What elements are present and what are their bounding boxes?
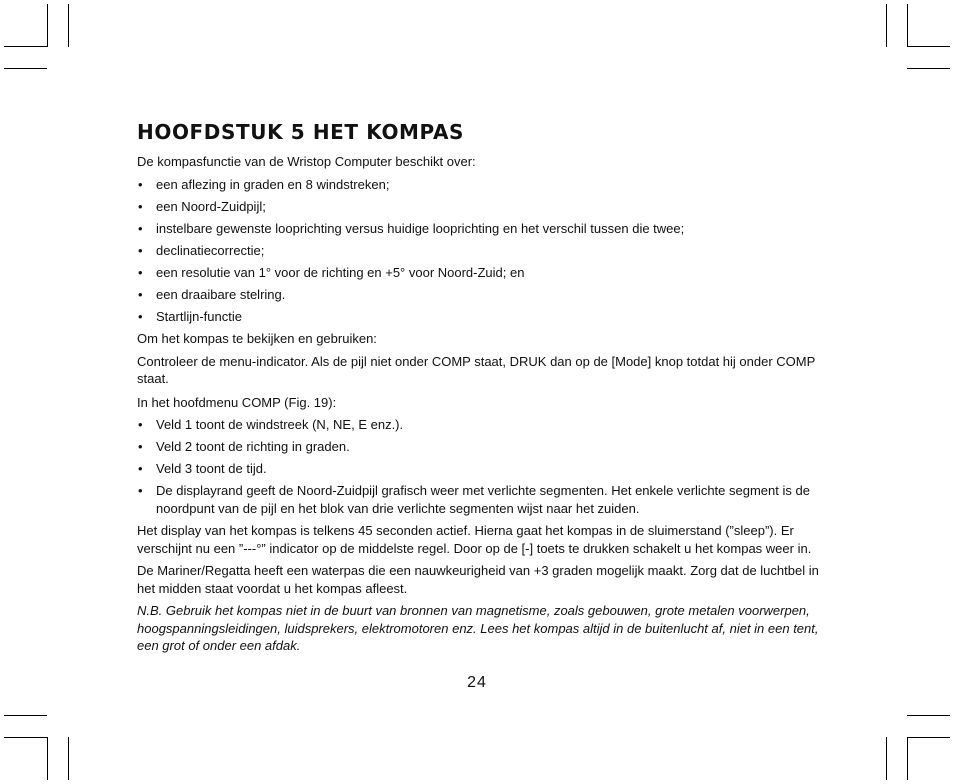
list-item: • een aflezing in graden en 8 windstreken; [137, 176, 834, 194]
crop-mark-br-inner-h [907, 737, 950, 738]
field-list [137, 416, 834, 517]
mariner-paragraph: De Mariner/Regatta heeft een waterpas die een nauwkeurigheid van +3 graden mogelijk maakt. Zorg dat de luchtbel in het midden staat voordat u het kompas afleest. [137, 563, 819, 596]
crop-mark-tl-inner-v [47, 4, 48, 47]
list-item: • declinatiecorrectie; [137, 242, 834, 260]
crop-mark-bl-inner-h [4, 737, 47, 738]
sleep-paragraph: Het display van het kompas is telkens 45 seconden actief. Hierna gaat het kompas in de sluimerstand (”sleep”). Er verschijnt nu een ”---°” indicator op de middelste regel. Door op de [-] toets te drukken schakelt u het kompas weer in. [137, 523, 812, 556]
note-paragraph: N.B. Gebruik het kompas niet in de buurt van bronnen van magnetisme, zoals gebouwen, grote metalen voorwerpen, hoogspanningsleidingen, luidsprekers, elektromotoren enz. Lees het kompas altijd in de buitenlucht af, niet in een tent, een grot of onder een afdak. [137, 603, 819, 653]
list-item: • instelbare gewenste looprichting versus huidige looprichting en het verschil tussen die twee; [137, 220, 834, 238]
mainmenu-heading: In het hoofdmenu COMP (Fig. 19): [137, 394, 337, 410]
crop-mark-tr-outer-v [886, 4, 887, 47]
howto-heading: Om het kompas te bekijken en gebruiken: [137, 331, 377, 346]
crop-mark-tl-outer-v [68, 4, 69, 47]
crop-mark-tr-outer-h [907, 68, 950, 69]
list-item: • Startlijn-functie [137, 308, 834, 326]
crop-mark-br-outer-v [886, 737, 887, 780]
list-item: • Veld 2 toont de richting in graden. [137, 438, 834, 456]
list-item: • Veld 1 toont de windstreek (N, NE, E enz.). [137, 416, 834, 434]
page-content [137, 120, 834, 660]
crop-mark-br-inner-v [907, 737, 908, 780]
list-item: • De displayrand geeft de Noord-Zuidpijl grafisch weer met verlichte segmenten. Het enkele verlichte segment is de noordpunt van de pijl en het blok van drie verlichte segmenten wijst naar het zuiden. [137, 482, 834, 517]
howto-paragraph: Controleer de menu-indicator. Als de pijl niet onder COMP staat, DRUK dan op de [Mode] knop totdat hij onder COMP staat. [137, 353, 816, 386]
crop-mark-br-outer-h [907, 715, 950, 716]
list-item: • een Noord-Zuidpijl; [137, 198, 834, 216]
crop-mark-bl-outer-v [68, 737, 69, 780]
feature-list [137, 176, 834, 326]
intro-paragraph: De kompasfunctie van de Wristop Computer beschikt over: [137, 154, 476, 169]
crop-mark-bl-outer-h [4, 715, 47, 716]
crop-mark-tr-inner-v [907, 4, 908, 47]
crop-mark-bl-inner-v [47, 737, 48, 780]
page-number: 24 [467, 674, 487, 691]
crop-mark-tl-outer-h [4, 68, 47, 69]
list-item: • een draaibare stelring. [137, 286, 834, 304]
page-title: HOOFDSTUK 5 HET KOMPAS [137, 120, 465, 144]
list-item: • Veld 3 toont de tijd. [137, 460, 834, 478]
crop-mark-tr-inner-h [907, 46, 950, 47]
crop-mark-tl-inner-h [4, 46, 47, 47]
list-item: • een resolutie van 1° voor de richting en +5° voor Noord-Zuid; en [137, 264, 834, 282]
